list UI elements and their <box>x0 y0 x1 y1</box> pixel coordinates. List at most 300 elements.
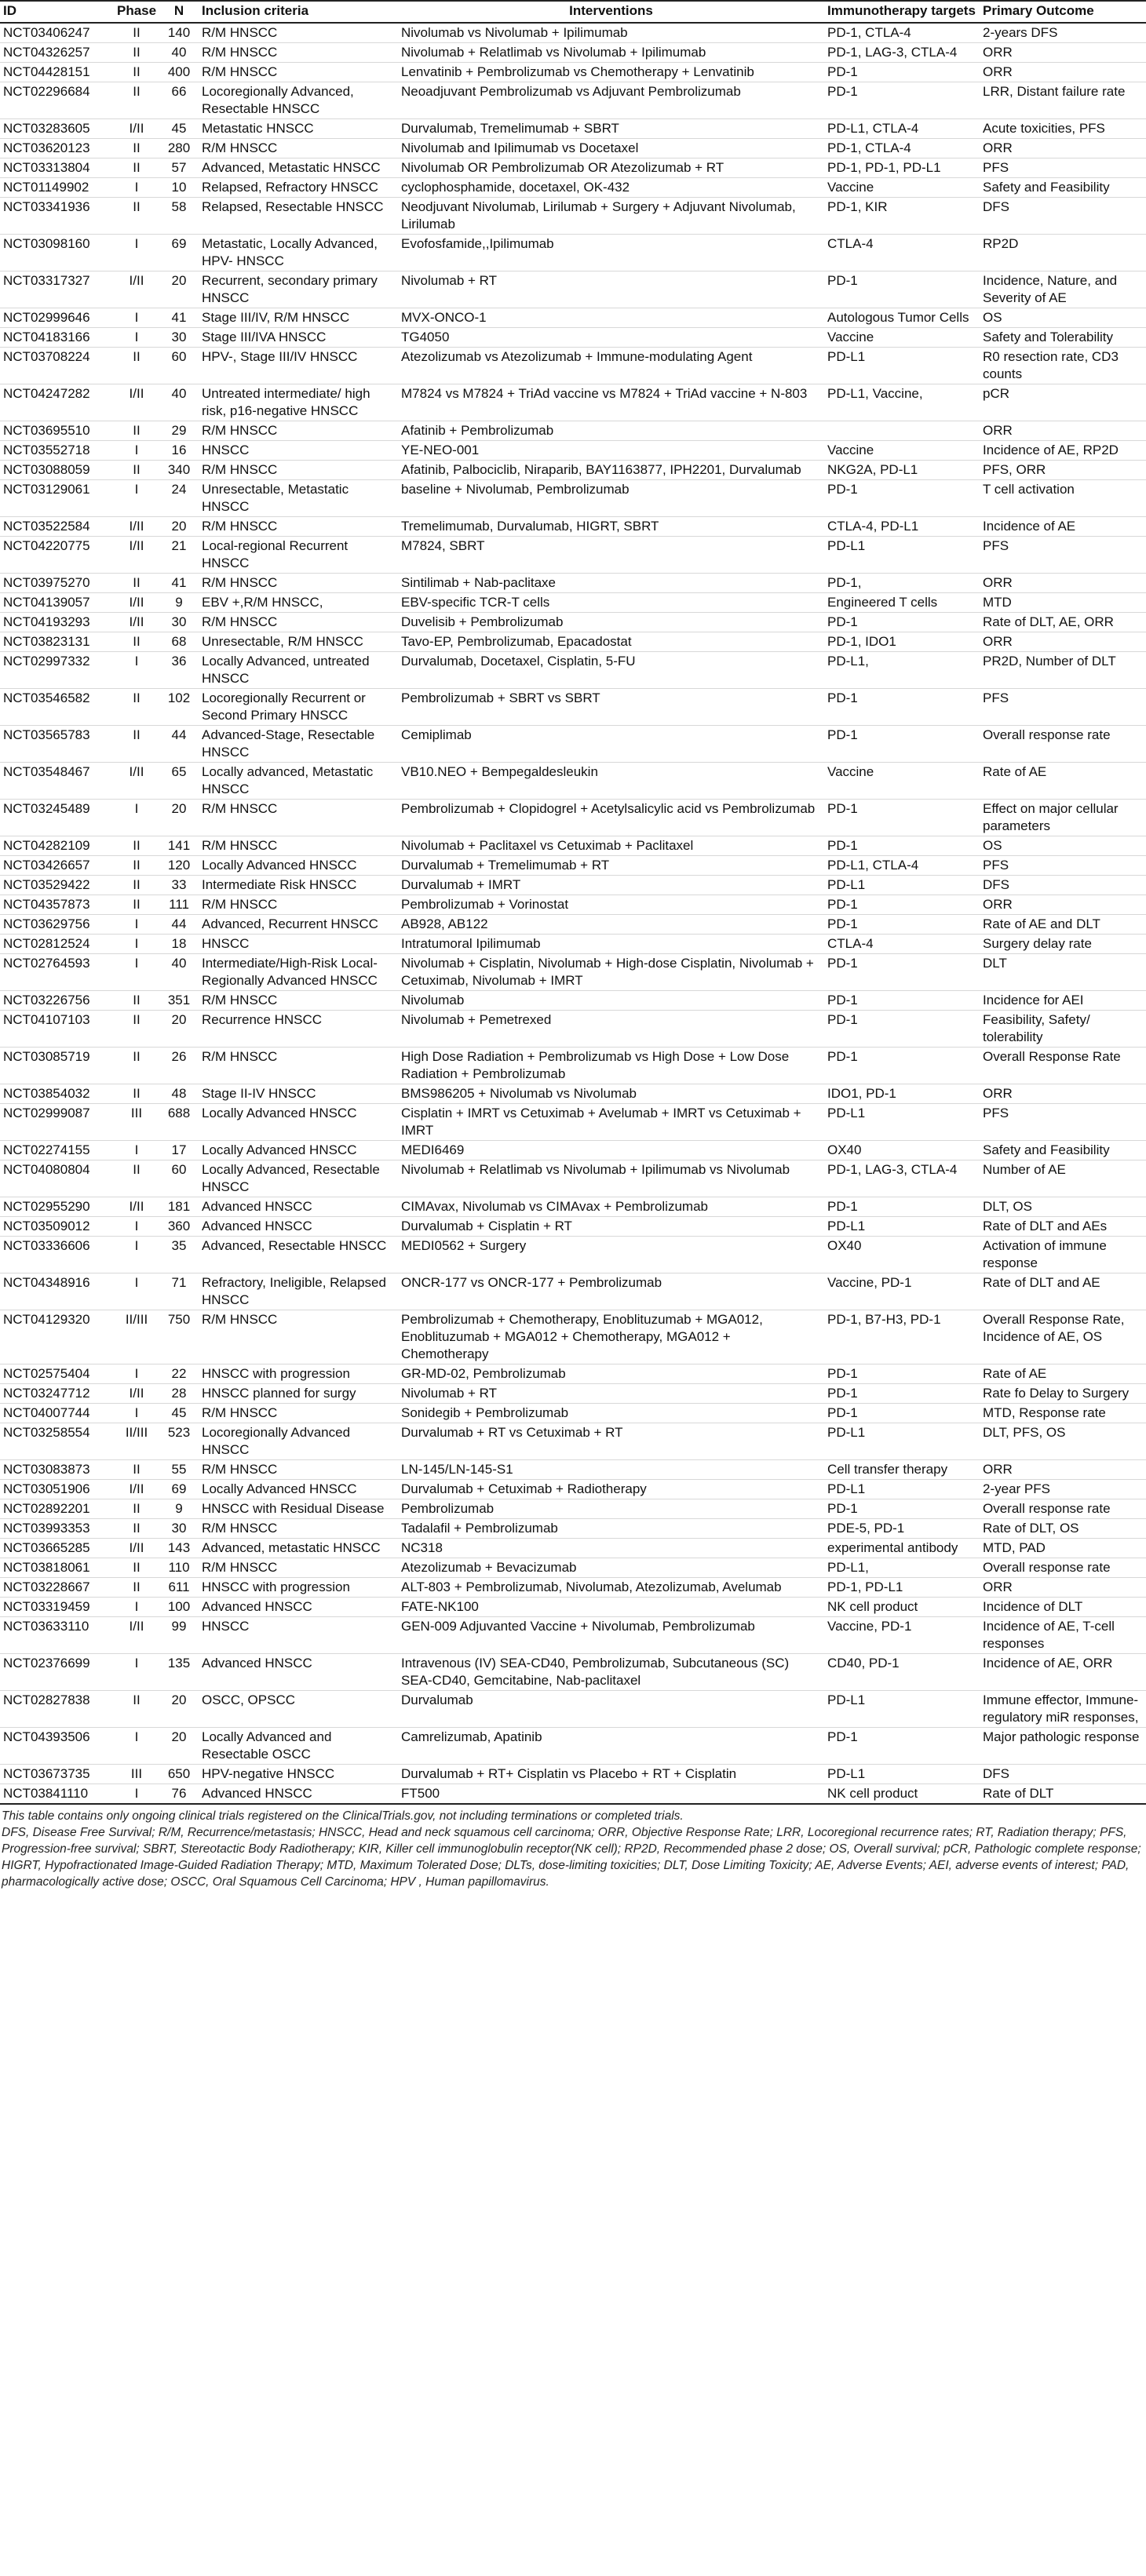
header-n: N <box>159 1 199 23</box>
cell-primary-outcome: Feasibility, Safety/ tolerability <box>980 1011 1146 1048</box>
cell-n: 45 <box>159 119 199 139</box>
cell-id: NCT03620123 <box>0 139 114 158</box>
cell-id: NCT03629756 <box>0 915 114 935</box>
cell-n: 40 <box>159 384 199 421</box>
cell-phase: II <box>114 158 159 178</box>
cell-primary-outcome: Number of AE <box>980 1160 1146 1197</box>
cell-n: 100 <box>159 1598 199 1617</box>
cell-inclusion-criteria: Locally advanced, Metastatic HNSCC <box>199 763 398 800</box>
cell-interventions: Durvalumab + Cisplatin + RT <box>398 1217 824 1237</box>
table-row <box>0 1578 1146 1598</box>
cell-immunotherapy-targets: OX40 <box>824 1141 980 1160</box>
cell-id: NCT04357873 <box>0 895 114 915</box>
cell-id: NCT02812524 <box>0 935 114 954</box>
cell-id: NCT02999646 <box>0 308 114 328</box>
cell-phase: I/II <box>114 1384 159 1404</box>
cell-inclusion-criteria: HPV-, Stage III/IV HNSCC <box>199 348 398 384</box>
cell-primary-outcome: PFS <box>980 158 1146 178</box>
table-row <box>0 800 1146 836</box>
cell-inclusion-criteria: Advanced, Resectable HNSCC <box>199 1237 398 1273</box>
cell-phase: II <box>114 689 159 726</box>
cell-primary-outcome: MTD, Response rate <box>980 1404 1146 1423</box>
cell-id: NCT03406247 <box>3 25 90 40</box>
table-row <box>0 271 1146 308</box>
cell-n: 48 <box>159 1084 199 1104</box>
cell-interventions: TG4050 <box>398 328 824 348</box>
cell-primary-outcome: Rate of DLT <box>980 1784 1146 1805</box>
table-row <box>0 1460 1146 1480</box>
cell-phase: II <box>114 1048 159 1084</box>
cell-id: NCT03426657 <box>0 856 114 876</box>
cell-n: 40 <box>159 954 199 991</box>
cell-id: NCT03129061 <box>0 480 114 517</box>
cell-primary-outcome: Surgery delay rate <box>980 935 1146 954</box>
cell-n: 340 <box>159 461 199 480</box>
cell-inclusion-criteria: Refractory, Ineligible, Relapsed HNSCC <box>199 1273 398 1310</box>
cell-primary-outcome: LRR, Distant failure rate <box>980 82 1146 119</box>
cell-primary-outcome: DFS <box>980 1765 1146 1784</box>
cell-id: NCT03695510 <box>0 421 114 441</box>
cell-n: 26 <box>159 1048 199 1084</box>
table-row <box>0 480 1146 517</box>
cell-id: NCT03708224 <box>0 348 114 384</box>
cell-n: 21 <box>159 537 199 574</box>
cell-immunotherapy-targets: NKG2A, PD-L1 <box>824 461 980 480</box>
cell-phase: II <box>114 461 159 480</box>
cell-n: 140 <box>167 25 191 40</box>
cell-inclusion-criteria: Advanced-Stage, Resectable HNSCC <box>199 726 398 763</box>
cell-n: 16 <box>159 441 199 461</box>
cell-primary-outcome: Incidence for AEI <box>980 991 1146 1011</box>
cell-primary-outcome: Rate of AE <box>980 1365 1146 1384</box>
cell-immunotherapy-targets: Vaccine, PD-1 <box>824 1617 980 1654</box>
cell-n: 35 <box>159 1237 199 1273</box>
cell-inclusion-criteria: Locally Advanced HNSCC <box>199 1141 398 1160</box>
cell-inclusion-criteria: Locally Advanced HNSCC <box>199 1480 398 1499</box>
cell-id: NCT02764593 <box>0 954 114 991</box>
cell-id: NCT03546582 <box>0 689 114 726</box>
cell-phase: II <box>114 1460 159 1480</box>
cell-inclusion-criteria: Locoregionally Recurrent or Second Primary HNSCC <box>199 689 398 726</box>
cell-n: 58 <box>159 198 199 235</box>
cell-immunotherapy-targets: PD-L1 <box>824 1765 980 1784</box>
cell-n: 111 <box>159 895 199 915</box>
cell-phase: II <box>114 1691 159 1728</box>
cell-immunotherapy-targets: PD-1 <box>824 726 980 763</box>
cell-primary-outcome: Rate of DLT and AE <box>980 1273 1146 1310</box>
cell-id: NCT04183166 <box>0 328 114 348</box>
table-row <box>0 935 1146 954</box>
cell-inclusion-criteria: R/M HNSCC <box>199 1460 398 1480</box>
cell-inclusion-criteria: Local-regional Recurrent HNSCC <box>199 537 398 574</box>
cell-inclusion-criteria: HNSCC with Residual Disease <box>199 1499 398 1519</box>
cell-immunotherapy-targets: Engineered T cells <box>824 593 980 613</box>
cell-inclusion-criteria: EBV +,R/M HNSCC, <box>199 593 398 613</box>
table-row <box>0 1784 1146 1805</box>
cell-phase: I <box>114 915 159 935</box>
table-row <box>0 1765 1146 1784</box>
cell-id: NCT04129320 <box>0 1310 114 1365</box>
cell-interventions: Afatinib + Pembrolizumab <box>398 421 824 441</box>
cell-interventions: Nivolumab and Ipilimumab vs Docetaxel <box>398 139 824 158</box>
cell-interventions: GR-MD-02, Pembrolizumab <box>398 1365 824 1384</box>
cell-n: 523 <box>159 1423 199 1460</box>
cell-immunotherapy-targets: PD-1 <box>824 1384 980 1404</box>
cell-primary-outcome: ORR <box>980 63 1146 82</box>
cell-n: 611 <box>159 1578 199 1598</box>
cell-immunotherapy-targets: PD-1, B7-H3, PD-1 <box>824 1310 980 1365</box>
cell-phase: II <box>114 1499 159 1519</box>
cell-phase: I/II <box>114 271 159 308</box>
cell-id: NCT02376699 <box>0 1654 114 1691</box>
cell-phase: I <box>114 652 159 689</box>
cell-phase: II <box>114 1519 159 1539</box>
cell-primary-outcome: Safety and Feasibility <box>980 1141 1146 1160</box>
table-row <box>0 991 1146 1011</box>
cell-phase: II <box>114 876 159 895</box>
cell-immunotherapy-targets: PD-1 <box>824 689 980 726</box>
cell-inclusion-criteria: Advanced HNSCC <box>199 1217 398 1237</box>
cell-phase: II <box>114 1558 159 1578</box>
cell-id: NCT03341936 <box>0 198 114 235</box>
cell-inclusion-criteria: Unresectable, R/M HNSCC <box>199 632 398 652</box>
cell-id: NCT04107103 <box>0 1011 114 1048</box>
header-phase: Phase <box>114 1 159 23</box>
table-row <box>0 158 1146 178</box>
cell-immunotherapy-targets: PD-1, <box>824 574 980 593</box>
table-row <box>0 517 1146 537</box>
table-header-row <box>0 1 1146 23</box>
cell-phase: I <box>114 1365 159 1384</box>
cell-inclusion-criteria: Advanced HNSCC <box>199 1654 398 1691</box>
cell-interventions: Durvalumab + IMRT <box>398 876 824 895</box>
cell-inclusion-criteria: Relapsed, Resectable HNSCC <box>199 198 398 235</box>
cell-inclusion-criteria: Locally Advanced, untreated HNSCC <box>199 652 398 689</box>
cell-n: 360 <box>159 1217 199 1237</box>
table-row <box>0 139 1146 158</box>
cell-id: NCT03317327 <box>0 271 114 308</box>
cell-interventions: Evofosfamide,,Ipilimumab <box>398 235 824 271</box>
cell-phase: I <box>114 1217 159 1237</box>
cell-interventions: Nivolumab + RT <box>398 271 824 308</box>
cell-interventions: ONCR-177 vs ONCR-177 + Pembrolizumab <box>398 1273 824 1310</box>
table-row <box>0 198 1146 235</box>
cell-immunotherapy-targets: PD-1 <box>824 991 980 1011</box>
cell-phase: I/II <box>114 119 159 139</box>
table-row <box>0 308 1146 328</box>
cell-immunotherapy-targets: PD-1 <box>824 800 980 836</box>
table-row <box>0 1273 1146 1310</box>
cell-interventions: Tavo-EP, Pembrolizumab, Epacadostat <box>398 632 824 652</box>
cell-primary-outcome: Overall response rate <box>980 726 1146 763</box>
cell-n: 20 <box>159 800 199 836</box>
cell-phase: III <box>114 1765 159 1784</box>
cell-immunotherapy-targets: PD-L1 <box>824 348 980 384</box>
cell-phase: I <box>114 1141 159 1160</box>
cell-immunotherapy-targets: PD-1, LAG-3, CTLA-4 <box>824 43 980 63</box>
cell-primary-outcome: Activation of immune response <box>980 1237 1146 1273</box>
cell-immunotherapy-targets: PD-1 <box>824 82 980 119</box>
cell-n: 688 <box>159 1104 199 1141</box>
table-row <box>0 441 1146 461</box>
cell-id: NCT03818061 <box>0 1558 114 1578</box>
cell-primary-outcome: Immune effector, Immune-regulatory miR responses, <box>980 1691 1146 1728</box>
cell-primary-outcome: ORR <box>980 421 1146 441</box>
cell-inclusion-criteria: R/M HNSCC <box>199 139 398 158</box>
cell-interventions: YE-NEO-001 <box>398 441 824 461</box>
cell-primary-outcome: OS <box>980 836 1146 856</box>
table-row <box>0 836 1146 856</box>
cell-primary-outcome: Incidence of AE <box>980 517 1146 537</box>
cell-inclusion-criteria: Locoregionally Advanced, Resectable HNSCC <box>199 82 398 119</box>
cell-n: 40 <box>159 43 199 63</box>
cell-inclusion-criteria: Metastatic, Locally Advanced, HPV- HNSCC <box>199 235 398 271</box>
cell-inclusion-criteria: Locally Advanced, Resectable HNSCC <box>199 1160 398 1197</box>
table-row <box>0 119 1146 139</box>
cell-phase: II <box>114 1578 159 1598</box>
cell-immunotherapy-targets: Vaccine <box>824 763 980 800</box>
cell-phase: I <box>114 480 159 517</box>
table-row <box>0 1197 1146 1217</box>
cell-immunotherapy-targets: PD-1, IDO1 <box>824 632 980 652</box>
cell-id: NCT02827838 <box>0 1691 114 1728</box>
cell-immunotherapy-targets: CTLA-4, PD-L1 <box>824 517 980 537</box>
header-immunotherapy-targets: Immunotherapy targets <box>824 1 980 23</box>
cell-interventions: Durvalumab <box>398 1691 824 1728</box>
cell-inclusion-criteria: HPV-negative HNSCC <box>199 1765 398 1784</box>
cell-inclusion-criteria: Advanced HNSCC <box>199 1784 398 1805</box>
cell-primary-outcome: Rate of DLT and AEs <box>980 1217 1146 1237</box>
table-row <box>0 328 1146 348</box>
cell-immunotherapy-targets: experimental antibody <box>824 1539 980 1558</box>
cell-inclusion-criteria: Advanced, Recurrent HNSCC <box>199 915 398 935</box>
cell-immunotherapy-targets: PD-L1 <box>824 1691 980 1728</box>
cell-phase: I/II <box>114 613 159 632</box>
header-id: ID <box>0 1 114 23</box>
cell-id: NCT03993353 <box>0 1519 114 1539</box>
cell-inclusion-criteria: R/M HNSCC <box>199 800 398 836</box>
cell-interventions: Durvalumab + Cetuximab + Radiotherapy <box>398 1480 824 1499</box>
cell-id: NCT01149902 <box>0 178 114 198</box>
cell-immunotherapy-targets: PD-1 <box>824 1197 980 1217</box>
cell-n: 69 <box>159 1480 199 1499</box>
header-interventions: Interventions <box>398 1 824 23</box>
cell-interventions: Nivolumab vs Nivolumab + Ipilimumab <box>401 25 628 40</box>
cell-interventions: Neodjuvant Nivolumab, Lirilumab + Surgery + Adjuvant Nivolumab, Lirilumab <box>398 198 824 235</box>
cell-immunotherapy-targets <box>824 421 980 441</box>
cell-id: NCT03083873 <box>0 1460 114 1480</box>
cell-primary-outcome: ORR <box>980 43 1146 63</box>
cell-immunotherapy-targets: PD-L1 <box>824 537 980 574</box>
cell-inclusion-criteria: Locally Advanced HNSCC <box>199 856 398 876</box>
cell-immunotherapy-targets: PDE-5, PD-1 <box>824 1519 980 1539</box>
cell-inclusion-criteria: Intermediate/High-Risk Local-Regionally Advanced HNSCC <box>199 954 398 991</box>
cell-immunotherapy-targets: PD-1, CTLA-4 <box>827 25 911 40</box>
cell-primary-outcome: Incidence of AE, ORR <box>980 1654 1146 1691</box>
cell-inclusion-criteria: HNSCC <box>199 935 398 954</box>
cell-inclusion-criteria: R/M HNSCC <box>199 63 398 82</box>
table-row <box>0 1310 1146 1365</box>
table-row <box>0 895 1146 915</box>
cell-primary-outcome: DFS <box>980 198 1146 235</box>
cell-n: 44 <box>159 915 199 935</box>
cell-primary-outcome: PR2D, Number of DLT <box>980 652 1146 689</box>
cell-interventions: Nivolumab + Paclitaxel vs Cetuximab + Paclitaxel <box>398 836 824 856</box>
cell-n: 41 <box>159 574 199 593</box>
cell-n: 20 <box>159 1728 199 1765</box>
cell-phase: I <box>114 178 159 198</box>
cell-interventions: Nivolumab OR Pembrolizumab OR Atezolizumab + RT <box>398 158 824 178</box>
cell-immunotherapy-targets: PD-1, KIR <box>824 198 980 235</box>
cell-phase: II <box>114 574 159 593</box>
table-row <box>0 1499 1146 1519</box>
cell-id: NCT03552718 <box>0 441 114 461</box>
cell-id: NCT03319459 <box>0 1598 114 1617</box>
cell-immunotherapy-targets: PD-1 <box>824 1404 980 1423</box>
cell-primary-outcome: MTD <box>980 593 1146 613</box>
cell-phase: I/II <box>114 1197 159 1217</box>
table-row <box>0 1654 1146 1691</box>
cell-immunotherapy-targets: Vaccine <box>824 328 980 348</box>
cell-primary-outcome: ORR <box>980 632 1146 652</box>
cell-interventions: Nivolumab <box>398 991 824 1011</box>
cell-inclusion-criteria: R/M HNSCC <box>199 461 398 480</box>
cell-phase: I <box>114 1654 159 1691</box>
cell-interventions: cyclophosphamide, docetaxel, OK-432 <box>398 178 824 198</box>
cell-phase: II <box>114 421 159 441</box>
cell-n: 750 <box>159 1310 199 1365</box>
cell-interventions: Durvalumab + RT+ Cisplatin vs Placebo + RT + Cisplatin <box>398 1765 824 1784</box>
table-row <box>0 63 1146 82</box>
table-row <box>0 23 1146 43</box>
cell-n: 280 <box>159 139 199 158</box>
cell-id: NCT03228667 <box>0 1578 114 1598</box>
cell-phase: I <box>114 1598 159 1617</box>
table-row <box>0 954 1146 991</box>
cell-inclusion-criteria: R/M HNSCC <box>199 613 398 632</box>
cell-phase: I/II <box>114 537 159 574</box>
cell-immunotherapy-targets: PD-1, PD-L1 <box>824 1578 980 1598</box>
cell-phase: II <box>114 63 159 82</box>
cell-n: 400 <box>159 63 199 82</box>
cell-immunotherapy-targets: PD-1 <box>824 954 980 991</box>
table-row <box>0 537 1146 574</box>
cell-n: 66 <box>159 82 199 119</box>
cell-inclusion-criteria: HNSCC <box>199 441 398 461</box>
cell-id: NCT02997332 <box>0 652 114 689</box>
cell-id: NCT02999087 <box>0 1104 114 1141</box>
cell-interventions: Atezolizumab + Bevacizumab <box>398 1558 824 1578</box>
cell-phase: III <box>114 1104 159 1141</box>
cell-n: 20 <box>159 271 199 308</box>
cell-inclusion-criteria: R/M HNSCC <box>199 1404 398 1423</box>
footnote-abbreviations: DFS, Disease Free Survival; R/M, Recurrence/metastasis; HNSCC, Head and neck squamous cell carcinoma; ORR, Objective Response Rate; LRR, Locoregional recurrence rates; RT, Radiation therapy; PFS, Progression-free survival; SBRT, Stereotactic Body Radiotherapy; KIR, Killer cell immunoglobulin receptor(NK cell); RP2D, Recommended phase 2 dose; OS, Overall survival; pCR, Pathologic complete response; HIGRT, Hypofractionated Image-Guided Radiation Therapy; MTD, Maximum Tolerated Dose; DLTs, dose-limiting toxicities; DLT, Dose Limiting Toxicity; AE, Adverse Events; AEI, adverse events of interest; PAD, pharmacologically active dose; OSCC, Oral Squamous Cell Carcinoma; HPV , Human papillomavirus. <box>2 1826 1141 1889</box>
cell-interventions: Durvalumab + Tremelimumab + RT <box>398 856 824 876</box>
cell-inclusion-criteria: R/M HNSCC <box>199 895 398 915</box>
cell-inclusion-criteria: R/M HNSCC <box>199 1519 398 1539</box>
cell-phase: II <box>114 1084 159 1104</box>
header-primary-outcome: Primary Outcome <box>980 1 1146 23</box>
cell-inclusion-criteria: Metastatic HNSCC <box>199 119 398 139</box>
cell-immunotherapy-targets: PD-1 <box>824 1365 980 1384</box>
cell-interventions: Afatinib, Palbociclib, Niraparib, BAY1163877, IPH2201, Durvalumab <box>398 461 824 480</box>
table-row <box>0 421 1146 441</box>
table-row <box>0 876 1146 895</box>
cell-interventions: Intravenous (IV) SEA-CD40, Pembrolizumab, Subcutaneous (SC) SEA-CD40, Gemcitabine, Nab-paclitaxel <box>398 1654 824 1691</box>
cell-phase: II <box>114 198 159 235</box>
cell-id: NCT04080804 <box>0 1160 114 1197</box>
cell-interventions: Nivolumab + Cisplatin, Nivolumab + High-dose Cisplatin, Nivolumab + Cetuximab, Nivolumab + IMRT <box>398 954 824 991</box>
cell-inclusion-criteria: Advanced HNSCC <box>199 1197 398 1217</box>
cell-immunotherapy-targets: NK cell product <box>824 1598 980 1617</box>
cell-primary-outcome: R0 resection rate, CD3 counts <box>980 348 1146 384</box>
table-row <box>0 1048 1146 1084</box>
table-row <box>0 632 1146 652</box>
cell-primary-outcome: ORR <box>980 1084 1146 1104</box>
cell-inclusion-criteria: R/M HNSCC <box>199 517 398 537</box>
cell-interventions: NC318 <box>398 1539 824 1558</box>
table-row <box>0 461 1146 480</box>
table-row <box>0 1011 1146 1048</box>
table-row <box>0 1084 1146 1104</box>
cell-primary-outcome: DFS <box>980 876 1146 895</box>
cell-phase: I <box>114 308 159 328</box>
cell-n: 10 <box>159 178 199 198</box>
cell-primary-outcome: Rate of DLT, AE, ORR <box>980 613 1146 632</box>
cell-immunotherapy-targets: Vaccine <box>824 441 980 461</box>
cell-primary-outcome: Rate fo Delay to Surgery <box>980 1384 1146 1404</box>
cell-phase: I <box>114 441 159 461</box>
cell-n: 99 <box>159 1617 199 1654</box>
cell-inclusion-criteria: Locally Advanced HNSCC <box>199 1104 398 1141</box>
table-row <box>0 1617 1146 1654</box>
cell-id: NCT03313804 <box>0 158 114 178</box>
cell-id: NCT03854032 <box>0 1084 114 1104</box>
table-row <box>0 1365 1146 1384</box>
cell-interventions: M7824, SBRT <box>398 537 824 574</box>
cell-immunotherapy-targets: PD-L1, <box>824 652 980 689</box>
cell-primary-outcome: pCR <box>980 384 1146 421</box>
cell-inclusion-criteria: R/M HNSCC <box>199 1558 398 1578</box>
cell-n: 181 <box>159 1197 199 1217</box>
cell-immunotherapy-targets: OX40 <box>824 1237 980 1273</box>
cell-phase: II/III <box>114 1423 159 1460</box>
cell-n: 30 <box>159 328 199 348</box>
cell-interventions: MVX-ONCO-1 <box>398 308 824 328</box>
cell-primary-outcome: Effect on major cellular parameters <box>980 800 1146 836</box>
cell-primary-outcome: T cell activation <box>980 480 1146 517</box>
cell-n: 102 <box>159 689 199 726</box>
cell-phase: II <box>114 895 159 915</box>
cell-primary-outcome: Safety and Feasibility <box>980 178 1146 198</box>
cell-inclusion-criteria: OSCC, OPSCC <box>199 1691 398 1728</box>
cell-inclusion-criteria: Unresectable, Metastatic HNSCC <box>199 480 398 517</box>
cell-primary-outcome: MTD, PAD <box>980 1539 1146 1558</box>
cell-id: NCT03283605 <box>0 119 114 139</box>
cell-n: 143 <box>159 1539 199 1558</box>
cell-id: NCT03633110 <box>0 1617 114 1654</box>
table-body <box>0 23 1146 1804</box>
table-row <box>0 1384 1146 1404</box>
cell-immunotherapy-targets: PD-L1 <box>824 1423 980 1460</box>
table-row <box>0 726 1146 763</box>
cell-primary-outcome: ORR <box>980 1578 1146 1598</box>
cell-interventions: Pembrolizumab + Clopidogrel + Acetylsalicylic acid vs Pembrolizumab <box>398 800 824 836</box>
cell-phase: I/II <box>114 593 159 613</box>
cell-interventions: FATE-NK100 <box>398 1598 824 1617</box>
cell-phase: I <box>114 935 159 954</box>
cell-interventions: Camrelizumab, Apatinib <box>398 1728 824 1765</box>
